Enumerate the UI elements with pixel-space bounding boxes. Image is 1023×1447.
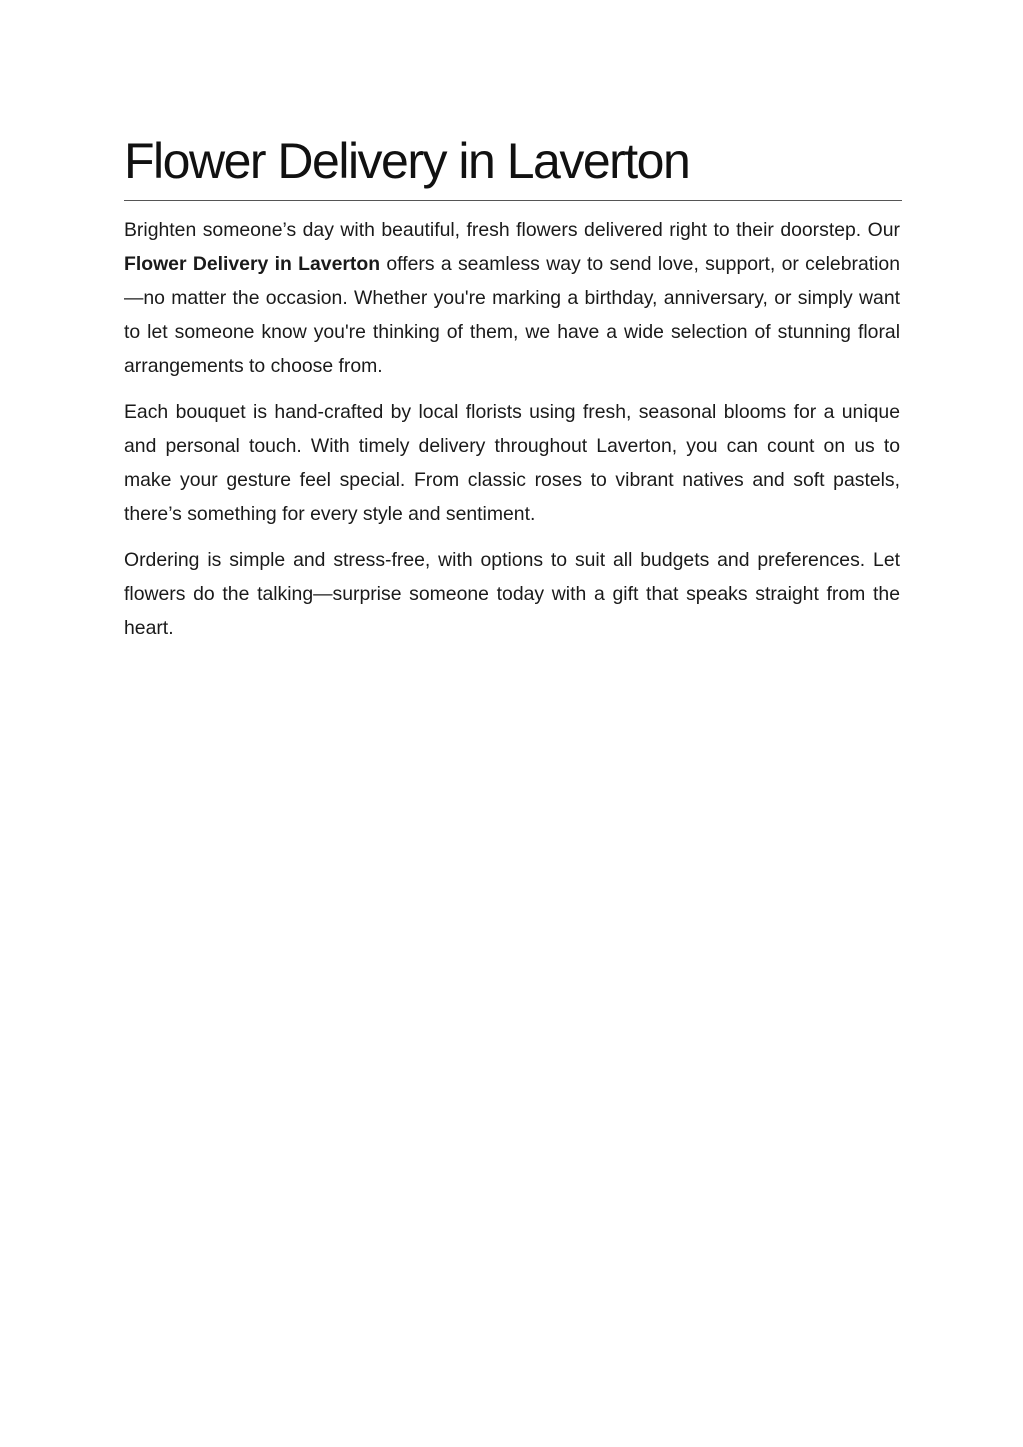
paragraph-bouquets: Each bouquet is hand-crafted by local florists using fresh, seasonal blooms for a unique and personal touch. With timely delivery throughout Laverton, you can count on us to make your gesture feel special. From classic roses to vibrant natives and soft pastels, there’s something for every style and sentiment. <box>124 401 900 525</box>
paragraph-intro <box>124 213 900 383</box>
page-title: Flower Delivery in Laverton <box>124 128 902 201</box>
document-page <box>124 128 900 645</box>
paragraph-intro-start: Brighten someone’s day with beautiful, fresh flowers delivered right to their doorstep. Our <box>124 219 900 241</box>
paragraph-intro-end: offers a seamless way to send love, support, or celebration—no matter the occasion. Whether you're marking a birthday, anniversary, or simply want to let someone know you're thinking of them, we have a wide selection of stunning floral arrangements to choose from. <box>124 253 901 377</box>
paragraph-intro-highlight: Flower Delivery in Laverton <box>124 253 381 275</box>
paragraph-ordering: Ordering is simple and stress-free, with options to suit all budgets and preferences. Let flowers do the talking—surprise someone today with a gift that speaks straight from the heart. <box>124 549 900 639</box>
